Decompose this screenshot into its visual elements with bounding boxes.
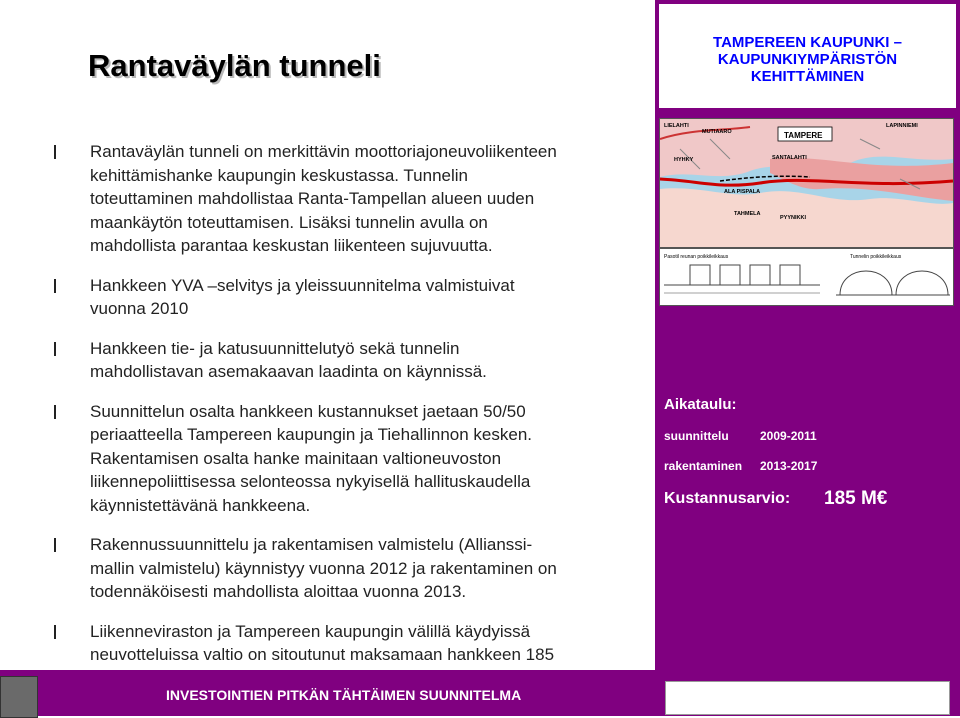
map-label-lielahti: LIELAHTI <box>664 123 689 129</box>
organization-box <box>659 4 956 112</box>
logo-placeholder <box>665 681 950 715</box>
page-title: Rantaväylän tunneli <box>88 48 381 83</box>
profile-label-right: Tunnelin poikkileikkaus <box>850 254 902 260</box>
map-label-ala-pispala: ALA PISPALA <box>724 189 761 195</box>
list-item <box>44 140 644 258</box>
schedule-label-construction: rakentaminen <box>664 459 743 473</box>
tunnel-route-map <box>659 118 954 248</box>
map-label-mutiaro: MUTIAARO <box>702 129 732 135</box>
map-label-pyynikki: PYYNIKKI <box>780 215 806 221</box>
schedule-value-planning: 2009-2011 <box>760 429 817 443</box>
title-area <box>0 0 655 112</box>
bullet-marker <box>54 538 56 552</box>
cost-label: Kustannusarvio: <box>664 490 791 507</box>
list-item <box>44 533 644 604</box>
map-label-lapinniemi: LAPINNIEMI <box>886 123 918 129</box>
schedule-value-construction: 2013-2017 <box>760 459 818 473</box>
map-label-tahmela: TAHMELA <box>734 211 761 217</box>
list-item <box>44 274 644 321</box>
org-line: KAUPUNKIYMPÄRISTÖN <box>717 51 898 68</box>
profile-label-left: Pasotil reunan poikkileikkaus <box>664 254 729 260</box>
bullet-marker <box>54 625 56 639</box>
org-line: KEHITTÄMINEN <box>750 68 865 85</box>
bullet-marker <box>54 279 56 293</box>
org-line: TAMPEREEN KAUPUNKI – <box>713 34 902 51</box>
decorative-image <box>0 676 38 718</box>
tunnel-cross-section <box>659 248 954 306</box>
list-item <box>44 337 644 384</box>
bullet-marker <box>54 342 56 356</box>
bullet-list <box>44 140 644 706</box>
schedule-heading: Aikataulu: <box>664 396 737 413</box>
footer-bar <box>0 670 655 716</box>
schedule-label-planning: suunnittelu <box>664 429 729 443</box>
bullet-marker <box>54 145 56 159</box>
bullet-text: Hankkeen tie- ja katusuunnittelutyö sekä tunnelin mahdollistavan asemakaavan laadinta on käynnissä. <box>90 338 487 381</box>
bullet-text: Rantaväylän tunneli on merkittävin moottoriajoneuvoliikenteen kehittämishanke kaupungin keskustassa. Tunnelin toteuttaminen mahdollistaa Ranta-Tampellan alueen uuden maankäytön toteuttamisen. Lisäksi tunnelin avulla on mahdollista parantaa keskustan liikenteen sujuvuutta. <box>90 142 557 255</box>
map-label-santalahti: SANTALAHTI <box>772 155 807 161</box>
map-label-hyhky: HYHKY <box>674 157 694 163</box>
bullet-marker <box>54 405 56 419</box>
bullet-text: Suunnittelun osalta hankkeen kustannukset jaetaan 50/50 periaatteella Tampereen kaupungin ja Tiehallinnon kesken. Rakentamisen osalta hanke mainitaan valtioneuvoston liikennepoliittisessa selonteossa nykyisellä hallituskaudella käynnistettävänä hankkeena. <box>90 401 532 515</box>
list-item <box>44 400 644 518</box>
cost-value: 185 M€ <box>824 488 888 509</box>
map-label-tampere: TAMPERE <box>784 131 823 140</box>
footer-text: INVESTOINTIEN PITKÄN TÄHTÄIMEN SUUNNITELMA <box>166 687 522 703</box>
bullet-text: Rakennussuunnittelu ja rakentamisen valmistelu (Allianssi- mallin valmistelu) käynnistyy vuonna 2012 ja rakentaminen on todennäköisesti mahdollista aloittaa vuonna 2013. <box>90 535 557 601</box>
bullet-text: Hankkeen YVA –selvitys ja yleissuunnitelma valmistuivat vuonna 2010 <box>90 275 515 318</box>
bullet-text: Liikenneviraston ja Tampereen kaupungin välillä käydyissä neuvotteluissa valtio on sitoutunut maksamaan hankkeen 185 <box>90 621 555 664</box>
organization-name <box>659 34 956 85</box>
